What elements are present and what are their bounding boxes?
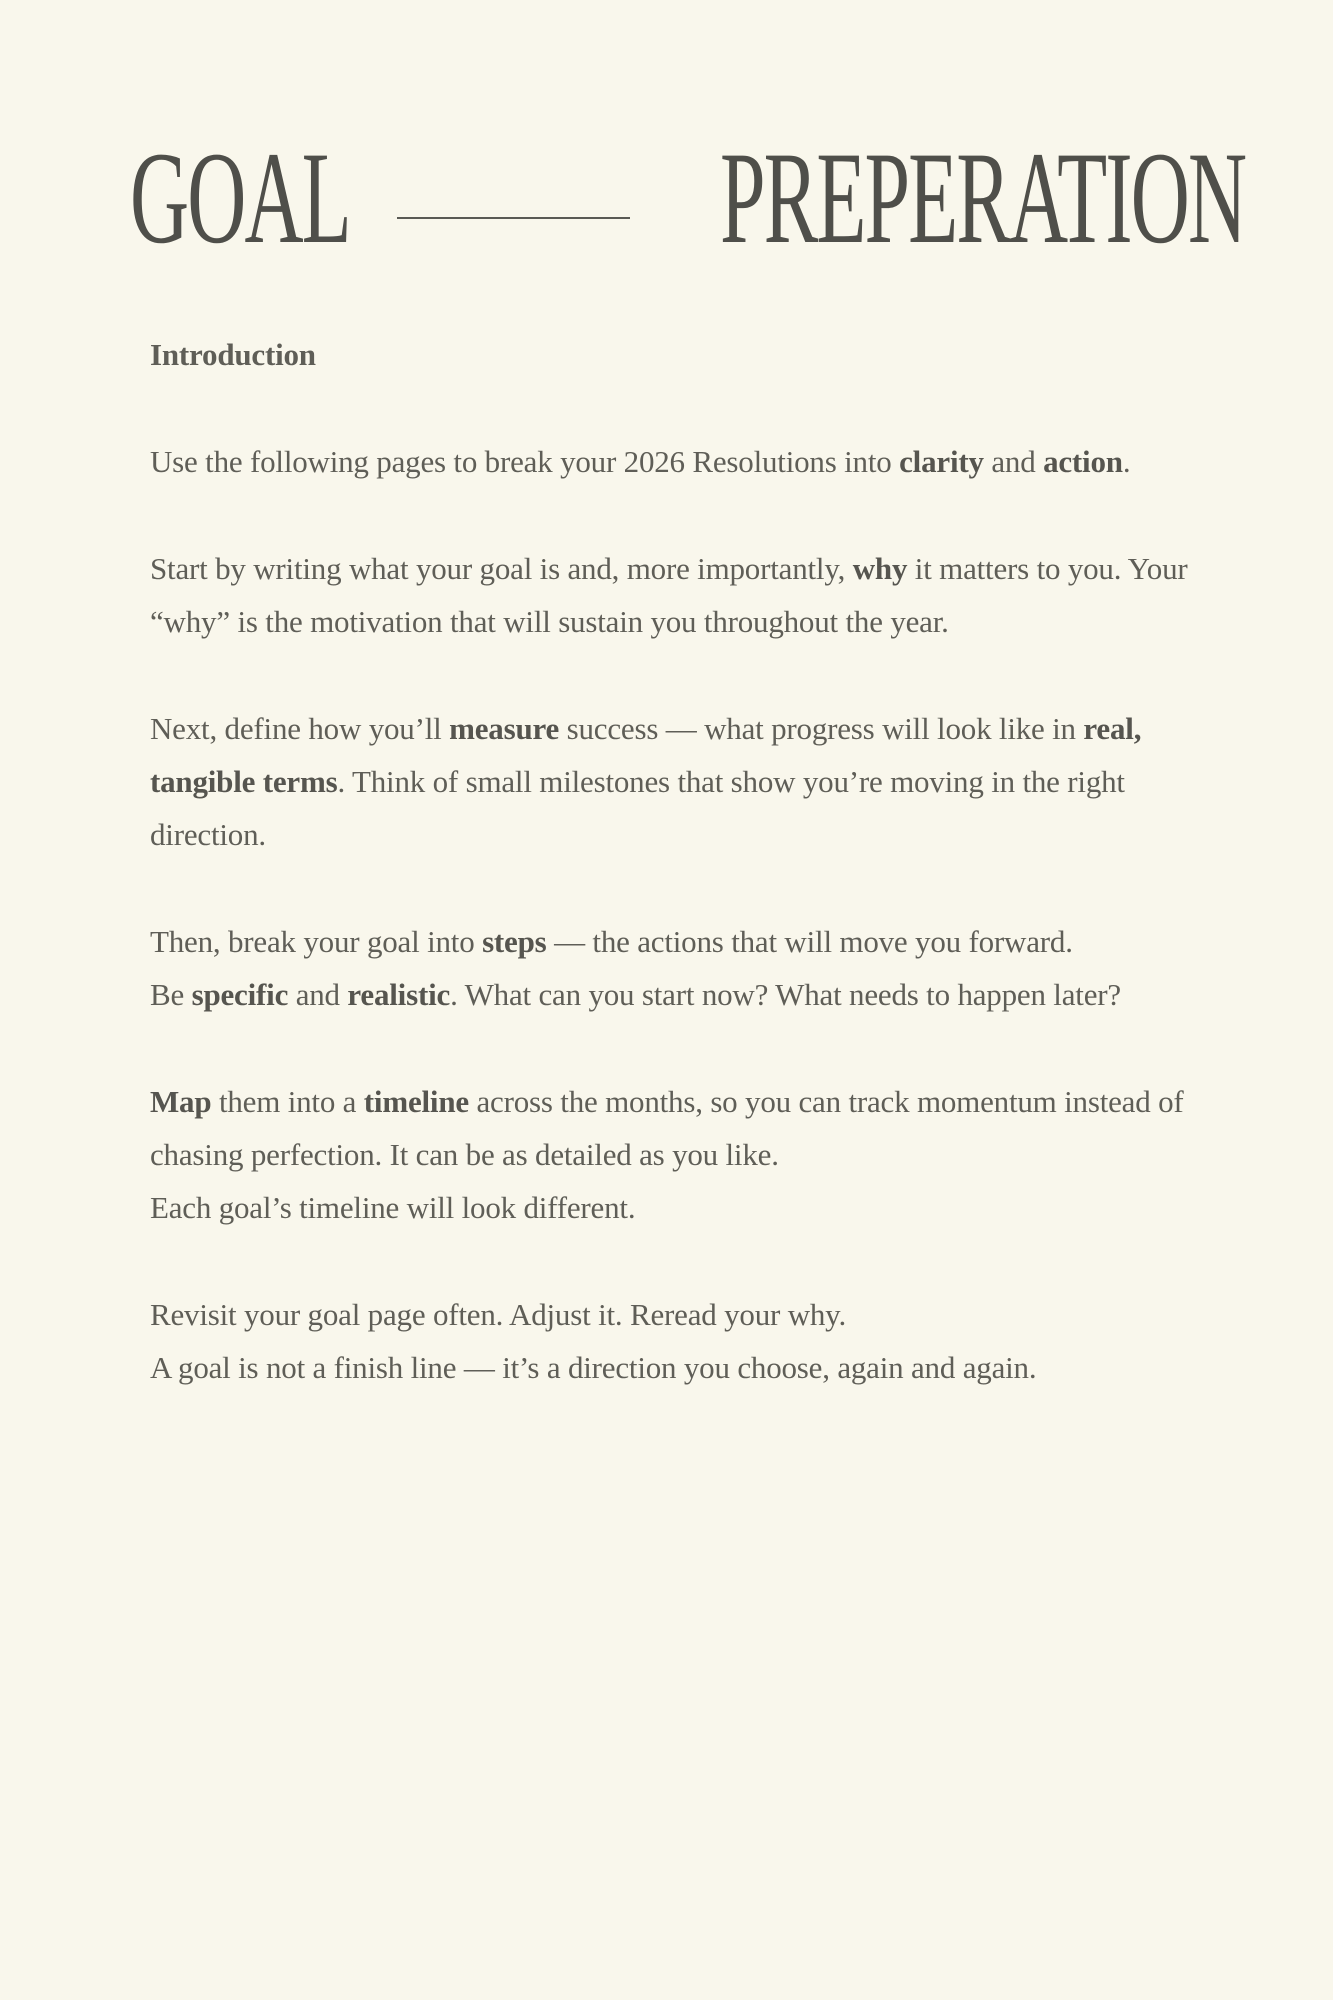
paragraph-4 [150, 915, 1190, 1021]
p4-bold-steps: steps [482, 924, 547, 959]
p4-text-h: . What can you start now? What needs to happen later? [450, 977, 1121, 1012]
p2-text-a: Start by writing what your goal is and, more importantly, [150, 551, 853, 586]
p3-bold-real-tangible: real, tangible terms [150, 711, 1142, 799]
p3-bold-measure: measure [449, 711, 560, 746]
p1-text-e: . [1122, 444, 1131, 479]
p3-text-e: . Think of small milestones that show you’re moving in the right direction. [150, 764, 1125, 852]
p4-text-a: Then, break your goal into [150, 924, 483, 959]
title-preparation: PREPERATION [720, 124, 1246, 271]
p4-text-d: Be [150, 977, 192, 1012]
p1-text-c: and [983, 444, 1044, 479]
p5-bold-map: Map [150, 1084, 212, 1119]
p1-bold-clarity: clarity [899, 444, 984, 479]
p4-bold-specific: specific [191, 977, 289, 1012]
p1-text-a: Use the following pages to break your 2026 Resolutions into [150, 444, 900, 479]
p3-text-a: Next, define how you’ll [150, 711, 450, 746]
p2-text-c: it matters to you. Your “why” is the motivation that will sustain you throughout the year. [150, 551, 1188, 639]
p2-bold-why: why [852, 551, 908, 586]
p5-bold-timeline: timeline [363, 1084, 469, 1119]
p4-bold-realistic: realistic [347, 977, 451, 1012]
paragraph-1 [150, 435, 1190, 488]
p1-bold-action: action [1043, 444, 1123, 479]
introduction-section [150, 328, 1190, 1448]
title-goal: GOAL [130, 124, 350, 271]
p5-text-d: across the months, so you can track momentum instead of chasing perfection. It can be as detailed as you like. [150, 1084, 1184, 1172]
p6-text-b: A goal is not a finish line — it’s a direction you choose, again and again. [150, 1350, 1037, 1385]
p6-text-a: Revisit your goal page often. Adjust it. Reread your why. [150, 1297, 847, 1332]
p4-text-c: — the actions that will move you forward. [546, 924, 1073, 959]
section-heading: Introduction [150, 337, 316, 372]
paragraph-5 [150, 1075, 1190, 1234]
p4-text-f: and [288, 977, 348, 1012]
p3-text-c: success — what progress will look like in [559, 711, 1084, 746]
page-header [130, 124, 1246, 271]
paragraph-2 [150, 542, 1190, 648]
p5-text-e: Each goal’s timeline will look different. [150, 1190, 636, 1225]
paragraph-3 [150, 702, 1190, 861]
p5-text-b: them into a [211, 1084, 364, 1119]
paragraph-6 [150, 1288, 1190, 1394]
title-divider [397, 217, 630, 219]
